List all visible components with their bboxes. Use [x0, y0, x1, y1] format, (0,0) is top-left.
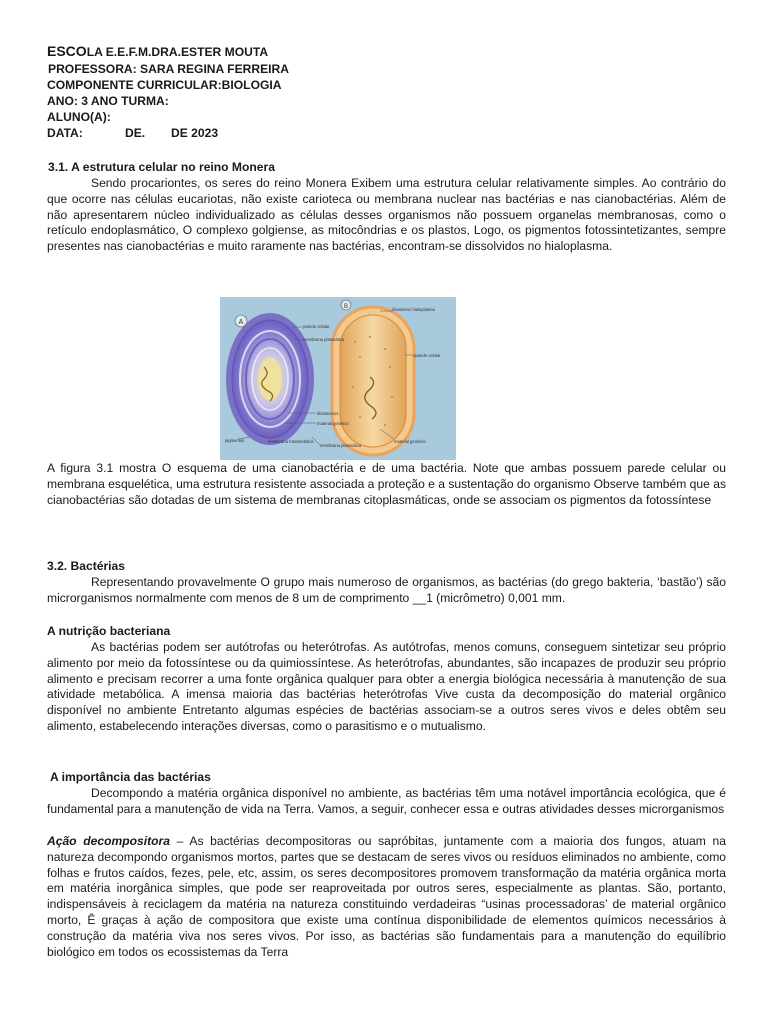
label-parede-celular-b: parede celular	[414, 353, 441, 358]
cell-diagram-figure	[220, 297, 456, 460]
label-parede-celular-a: parede celular	[303, 324, 330, 329]
section-3-2-body: Representando provavelmente O grupo mais numeroso de organismos, as bactérias (do grego bakteria, ‘bastão’) são microrganismos normalmente com menos de 8 um de comprimento __1 (micrômetro) 0,001 mm.	[47, 575, 726, 605]
decomposer-paragraph	[47, 834, 726, 960]
date-de-2: DE 2023	[171, 126, 219, 140]
label-pigmentos: pigmentos	[225, 438, 245, 443]
bacterium-cell	[332, 307, 414, 455]
student-line: ALUNO(A):	[47, 110, 111, 124]
label-membrana-fotossintetica: membrana fotossintética	[268, 439, 314, 444]
figure-label-b: B	[343, 304, 349, 310]
curricular-component-line: COMPONENTE CURRICULAR:BIOLOGIA	[47, 78, 282, 92]
label-ribossomo-hialoplasma: ribossomo hialoplasma	[392, 307, 435, 312]
date-line	[47, 126, 218, 142]
section-3-2-title: 3.2. Bactérias	[47, 559, 125, 573]
figure-label-a: A	[238, 319, 244, 326]
figure-caption: A figura 3.1 mostra O esquema de uma cianobactéria e de uma bactéria. Note que ambas possuem parede celular ou membrana esquelética, uma estrutura resistente associada a proteção e a sustentação do organismo Observe também que as cianobactérias são dotadas de um sistema de membranas citoplasmáticas, onde se associam os pigmentos da fotossíntese	[47, 461, 726, 507]
label-material-genetico-a: material genético	[317, 421, 349, 426]
nutrition-body: As bactérias podem ser autótrofas ou heterótrofas. As autótrofas, menos comuns, conseguem sintetizar seu próprio alimento por meio da fotossíntese ou da quimiossíntese. As heterótrofas, abundantes, são incapazes de produzir seu próprio alimento e precisam recorrer a uma fonte orgânica qualquer para obter a energia biológica necessária à manutenção de sua atividade metabólica. A imensa maioria das bactérias heterótrofas Vive custa da decomposição do material orgânico disponível no ambiente Entretanto algumas espécies de bactérias associam-se a outros seres vivos e deles obtêm seu alimento, estabelecendo interações diversas, como o parasitismo e o mutualismo.	[47, 640, 726, 733]
decomposer-title: Ação decompositora	[47, 834, 170, 848]
importance-body: Decompondo a matéria orgânica disponível no ambiente, as bactérias têm uma notável importância ecológica, que é fundamental para a manutenção de vida na Terra. Vamos, a seguir, conhecer essa e outras atividades desses microrganismos	[47, 786, 726, 816]
date-label: DATA:	[47, 126, 83, 140]
teacher-line: PROFESSORA: SARA REGINA FERREIRA	[48, 62, 289, 76]
importance-title: A importância das bactérias	[50, 770, 211, 784]
label-membrana-plasmatica-b: membrana plasmática	[320, 443, 362, 448]
cyanobacteria-cell	[226, 313, 314, 445]
label-membrana-plasmatica-a: membrana plasmática	[303, 337, 345, 342]
date-de-1: DE.	[125, 126, 146, 140]
school-name-rest: LA E.E.F.M.DRA.ESTER MOUTA	[86, 45, 269, 59]
cyanobacteria-bacteria-diagram	[220, 297, 456, 460]
school-name-prefix: ESCO	[47, 43, 87, 59]
decomposer-body: – As bactérias decompositoras ou sapróbitas, juntamente com a maioria dos fungos, atuam na natureza decompondo organismos mortos, partes que se destacam de seres vivos ou resíduos eliminados no ambiente, como folhas e frutos caídos, fezes, pele, etc, assim, os seres decompositores promovem transformação da matéria orgânica morta em matéria inorgânica simples, que pode ser reaproveitada por outros seres, especialmente as plantas. São, portanto, indispensáveis à reciclagem da matéria na natureza constituindo verdadeiras “usinas processadoras’ de material orgânico morto, Ê graças à ação de compositora que existe uma contínua disponibilidade de elementos químicos necessários à construção da matéria viva nos seres vivos. Por isso, as bactérias são fundamentais para a manutenção do equilíbrio biológico em todos os ecossistemas da Terra	[47, 834, 727, 959]
section-3-1-body: Sendo procariontes, os seres do reino Monera Exibem uma estrutura celular relativamente simples. Ao contrário do que ocorre nas células eucariotas, não existe carioteca ou membrana nuclear nas bactérias e nas cianobactérias. Além de não apresentarem núcleo individualizado as células desses organismos não possuem organelas membranosas, como o retículo endoplasmático, O complexo golgiense, as mitocôndrias e os plastos, Logo, os pigmentos fotossintetizantes, sempre presentes nas cianobactérias e muito raramente nas bactérias, encontram-se dissolvidos no hialoplasma.	[47, 176, 726, 254]
section-3-1-title: 3.1. A estrutura celular no reino Monera	[48, 160, 275, 174]
school-name	[47, 44, 268, 61]
label-ribossomos-a: ribossomos	[317, 411, 339, 416]
year-class-line: ANO: 3 ANO TURMA:	[47, 94, 169, 108]
nutrition-title: A nutrição bacteriana	[47, 624, 171, 638]
label-material-genetico-b: material genético	[394, 439, 426, 444]
